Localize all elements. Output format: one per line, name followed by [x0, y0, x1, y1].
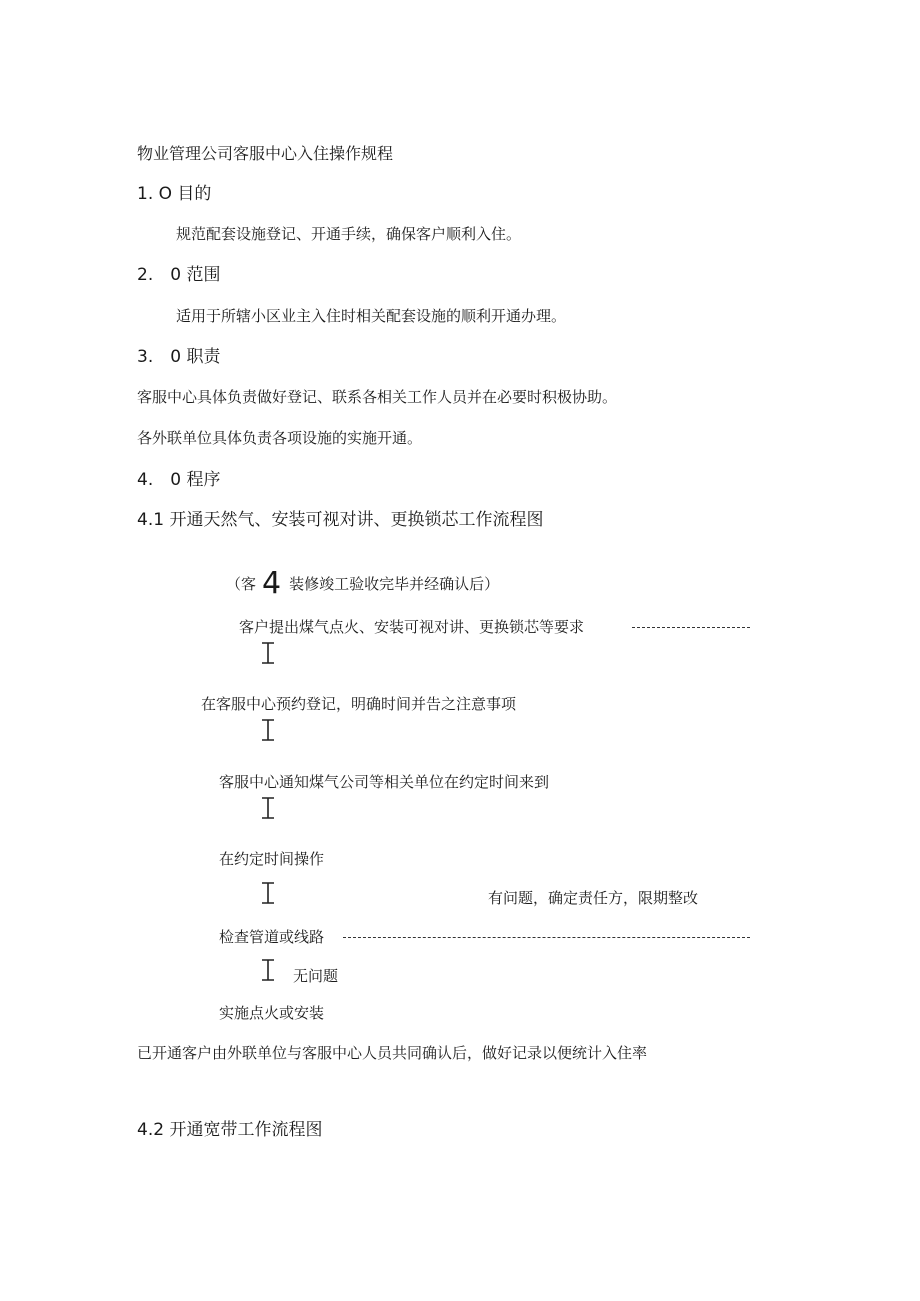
- flow-step-4: 在约定时间操作: [219, 850, 325, 868]
- section-4-heading: 4. 0 程序: [137, 470, 221, 490]
- flow-step-5: 检查管道或线路: [219, 928, 325, 946]
- flow-step-3: 客服中心通知煤气公司等相关单位在约定时间来到: [219, 773, 550, 791]
- flow-step-6: 实施点火或安装: [219, 1004, 325, 1022]
- flow-step-1: 客户提出煤气点火、安装可视对讲、更换锁芯等要求: [239, 618, 585, 636]
- section-3-line-1: 客服中心具体负责做好登记、联系各相关工作人员并在必要时积极协助。: [137, 388, 618, 406]
- section-4-2-heading: 4.2 开通宽带工作流程图: [137, 1120, 323, 1140]
- flow-start-suffix: 装修竣工验收完毕并经确认后）: [289, 575, 500, 593]
- section-3-heading: 3. 0 职责: [137, 347, 221, 367]
- section-2-heading: 2. 0 范围: [137, 265, 221, 285]
- flow-arrow-2-icon: [260, 719, 276, 741]
- document-title: 物业管理公司客服中心入住操作规程: [137, 144, 394, 163]
- flow-branch-line-1: [632, 627, 750, 628]
- flow-arrow-3-icon: [260, 797, 276, 819]
- flow-final-note: 已开通客户由外联单位与客服中心人员共同确认后，做好记录以便统计入住率: [137, 1044, 648, 1062]
- flow-start-node: [226, 565, 500, 601]
- flow-arrow-5-icon: [260, 959, 276, 981]
- flow-start-prefix: （客: [226, 575, 257, 593]
- flow-arrow-4-icon: [260, 882, 276, 904]
- section-3-line-2: 各外联单位具体负责各项设施的实施开通。: [137, 429, 423, 447]
- section-2-body: 适用于所辖小区业主入住时相关配套设施的顺利开通办理。: [176, 307, 567, 325]
- flow-ok-label: 无问题: [293, 967, 339, 985]
- section-1-heading: 1. O 目的: [137, 184, 212, 204]
- section-1-body: 规范配套设施登记、开通手续，确保客户顺利入住。: [176, 225, 522, 243]
- flow-start-number: 4: [262, 566, 282, 601]
- section-4-1-heading: 4.1 开通天然气、安装可视对讲、更换锁芯工作流程图: [137, 510, 544, 530]
- flow-branch-line-2: [343, 937, 750, 938]
- flow-arrow-1-icon: [260, 642, 276, 664]
- flow-problem-note: 有问题，确定责任方，限期整改: [488, 889, 699, 907]
- flow-step-2: 在客服中心预约登记，明确时间并告之注意事项: [201, 695, 517, 713]
